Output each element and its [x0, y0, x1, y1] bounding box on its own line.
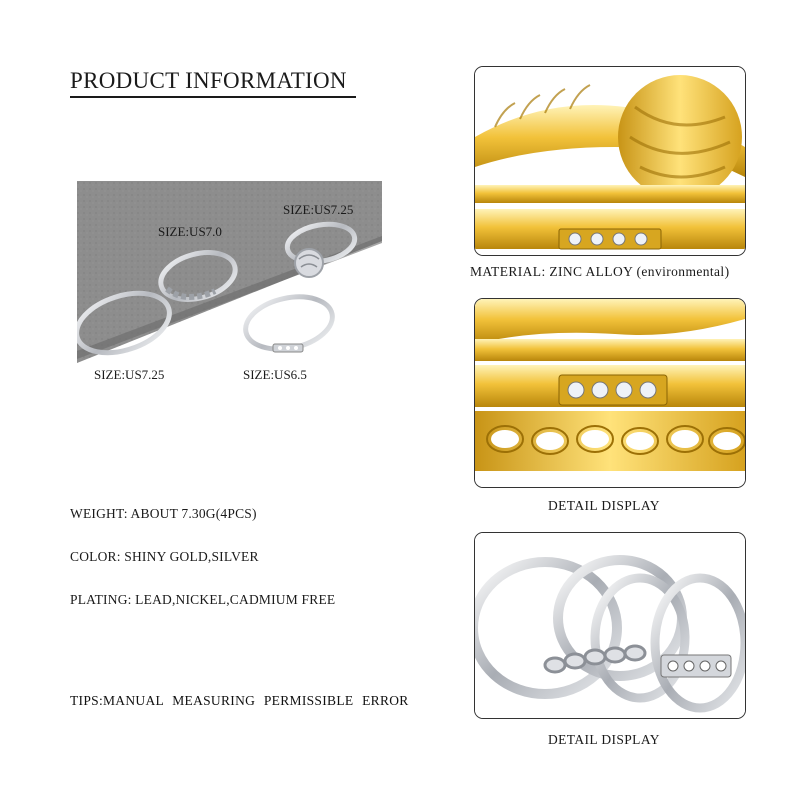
size-label-chain-ring: SIZE:US7.0	[158, 224, 222, 239]
detail-caption-1: DETAIL DISPLAY	[548, 498, 660, 513]
detail-image-gold-chain	[474, 298, 746, 488]
plating-text: PLATING: LEAD,NICKEL,CADMIUM FREE	[70, 592, 336, 607]
detail-image-gold-knot	[474, 66, 746, 256]
detail-image-silver-rings	[474, 532, 746, 719]
size-label-plain-ring: SIZE:US7.25	[94, 367, 165, 382]
tips-text: TIPS:MANUAL MEASURING PERMISSIBLE ERROR	[70, 693, 409, 708]
size-label-knot-ring: SIZE:US7.25	[283, 202, 354, 217]
size-label-stone-ring: SIZE:US6.5	[243, 367, 307, 382]
weight-text: WEIGHT: ABOUT 7.30G(4PCS)	[70, 506, 257, 521]
color-text: COLOR: SHINY GOLD,SILVER	[70, 549, 259, 564]
title-underline	[70, 96, 356, 98]
material-text: MATERIAL: ZINC ALLOY (environmental)	[470, 264, 730, 279]
page-title: PRODUCT INFORMATION	[70, 68, 347, 93]
detail-caption-2: DETAIL DISPLAY	[548, 732, 660, 747]
